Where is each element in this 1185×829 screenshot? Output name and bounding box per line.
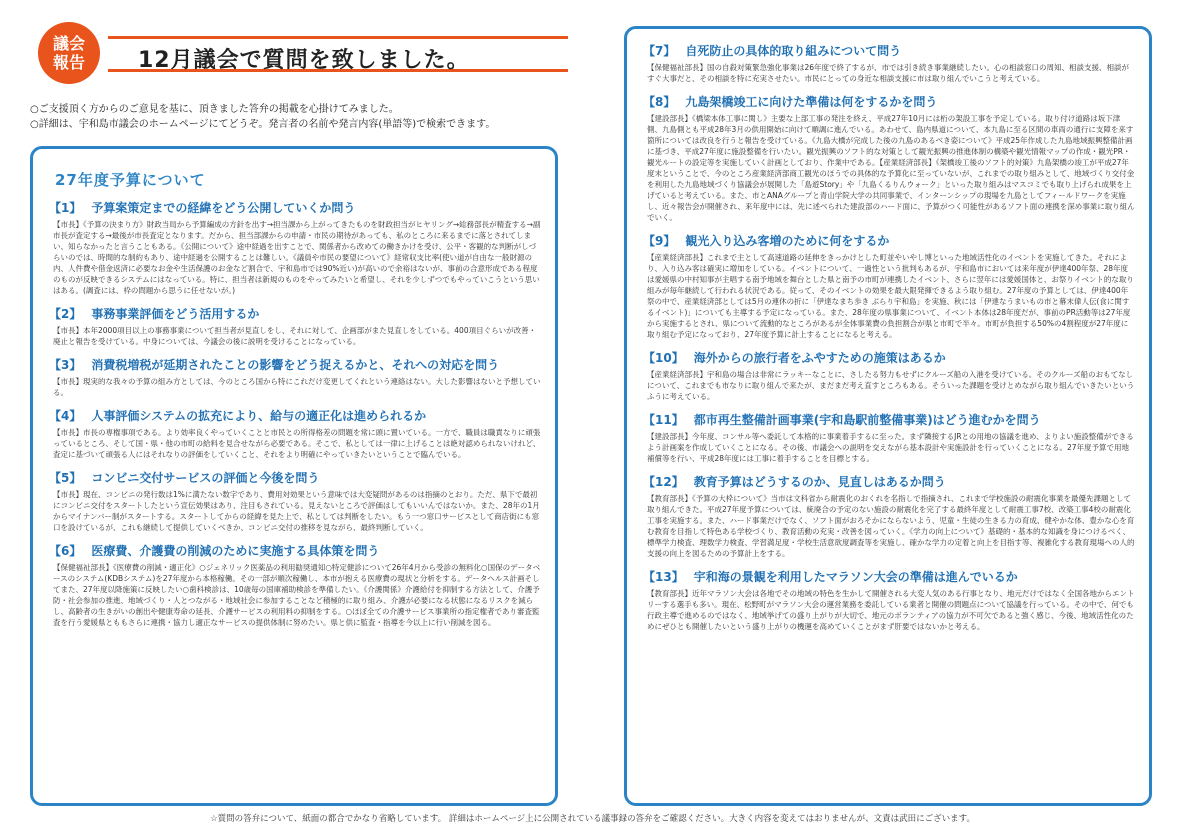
question-item xyxy=(643,94,1135,223)
answer-text: 【市長】現在、コンビニの発行数は1%に満たない数字であり、費用対効果という意味では大変疑問があるのは指摘のとおり。ただ、県下で最初にコンビニ交付をスタートしたという宣伝効果はあり、注目もされている。見えないところで評価はしてもいいんではないか。また、28年の1月からマイナンバー制がスタートする。スタートしてからの経緯を見た上で、私としては判断をしたい。もう一つ窓口サービスとして商店街にも窓口を設けているが、これも継続して提供していくべきか、コンビニ交付の推移を見ながら、最終判断していく。 xyxy=(53,490,540,532)
answer-text: 【教育部長】《予算の大枠について》当市は文科省から耐震化のおくれを名指しで指摘され、これまで学校施設の耐震化事業を最優先課題として取り組んできた。平成27年度予算については、統廃合の予定のない施設の耐震化を完了する最終年度として耐震工事7校、改築工事4校の耐震化工事を実施する。また、ハード事業だけでなく、ソフト面がおろそかにならないよう、児童・生徒の生きる力の育成、健やかな体、豊かな心を育む教育を目指して特色ある学校づくり、教育活動の充実・改善を図っていく。《学力の向上について》基礎的・基本的な知識を身につけるべく、標準学力検査、理数学力検査、学習満足度・学校生活意欲度調査等を実施し、確かな学力の定着と向上を目指す等、複雑化する教育現場への人的支援の向上を図るための予算計上をする。 xyxy=(647,494,1135,558)
question-heading xyxy=(643,43,1135,60)
question-item xyxy=(643,474,1135,559)
question-heading xyxy=(49,200,541,217)
question-item xyxy=(49,200,541,296)
section-title: 27年度予算について xyxy=(55,171,206,189)
question-number: 【8】 xyxy=(643,95,676,109)
answer-text: 【建設部長】《橋梁本体工事に関し》主要な上部工事の発注を終え、平成27年10月には桁の架設工事を予定している。取り付け道路は坂下津側、九島側とも平成28年3月の供用開始に向けて順調に進んでいる。あわせて、島内県道について、本九島に至る区間の車両の通行に支障を来す箇所については改良を行うと報告を受けている。《九島大橋が完成した後の九島のあるべき姿について》平成25年作成した九島地域振興整備計画に基づき、平成27年度に施設整備を行いたい。観光振興のソフト的な対策として観光振興の推進体制の構築や観光情報マップの作成・観光PR・観光ルートの設定等を実施していく計画としており、作業中である。【産業経済部長】《架橋竣工後のソフト的対策》九島架橋の竣工が平成27年度末ということで、今のところ産業経済部商工観光のほうでの具体的な予算化に至っていないが、これまでの取り組みとして、地域づくり交付金を利用した九島地域づくり協議会が展開した「島遊Story」や「九島くるりんウォーク」といった取り組みはマスコミでも取り上げられ成果を上げていると考えている。また、市とANAグループと青山学院大学の共同事業で、インターンシップの現場を九島としてフィールドワークを実施し、近々報告会が開催され、来年度中には、先に述べられた建設部のハード面に、予算がつく可能性があるソフト面の連携を深め事業に取り組んでいく。 xyxy=(647,114,1135,222)
report-badge: 議会 報告 xyxy=(38,22,100,84)
question-item xyxy=(49,306,541,347)
question-number: 【11】 xyxy=(643,413,684,427)
title-box xyxy=(108,36,568,72)
question-heading xyxy=(643,350,1135,367)
question-number: 【3】 xyxy=(49,358,82,372)
question-item xyxy=(643,43,1135,84)
question-heading xyxy=(643,233,1135,250)
question-title: 事務事業評価をどう活用するか xyxy=(91,307,260,321)
answer-text: 【市長】本年2000項目以上の事務事業について担当者が見直しをし、それに対して、企画部がまた見直しをしている。400項目ぐらいが改善・廃止と報告を受けている。中身については、今議会の後に説明を受けることになっている。 xyxy=(53,326,537,346)
question-title: 予算案策定までの経緯をどう公開していくか問う xyxy=(91,201,356,215)
left-panel xyxy=(30,146,558,806)
question-number: 【9】 xyxy=(643,234,676,248)
question-title: 医療費、介護費の削減のために実施する具体策を問う xyxy=(91,544,380,558)
answer-text: 【教育部長】近年マラソン大会は各地でその地域の特色を生かして開催される大変人気のある行事となり、地元だけではなく全国各地からエントリーする選手も多い。現在、松野町がマラソン大会の運営業務を委託している業者と開催の問題点について協議を行っている。その中で、何でも行政主導で進めるのではなく、地域挙げての盛り上がりが大切で、地元のボランティアの協力が不可欠であると強く感じ、今後、地域活性化のためにぜひとも開催したいという盛り上がりの機運を高めていくことがまず肝要ではないかと考える。 xyxy=(647,589,1135,631)
question-number: 【2】 xyxy=(49,307,82,321)
header xyxy=(38,22,558,82)
question-heading xyxy=(49,306,541,323)
question-title: 九島架橋竣工に向けた準備は何をするかを問う xyxy=(685,95,938,109)
answer-text: 【建設部長】今年度、コンサル等へ委託して本格的に事業着手するに至った。まず隣接するJRとの用地の協議を進め、よりよい施設整備ができるよう計画案を作成していくことになる。その後、市議会への説明を交えながら基本設計や実施設計を行っていくことになる。27年度予算で用地補償等を行い、平成28年度には工事に着手することを目標とする。 xyxy=(647,432,1134,463)
question-number: 【6】 xyxy=(49,544,82,558)
answer-text: 【保健福祉部長】《医療費の削減・適正化》○ジェネリック医薬品の利用勧奨通知○特定健診について26年4月から受診の無料化○国保のデータベースのシステム(KDBシステム)を27年度から本格稼働。その一部が順次稼働し、本市が抱える医療費の現状と分析をする。データヘルス計画そしてまた、27年度以降施策に反映したい○歯科検診は、10歳毎の国庫補助検診を準備したい。《介護関係》介護給付を抑制する方法として、介護予防・社会参加の推進、地域づくり・人とつながる・地域社会に参加することなど積極的に取り組み、介護が必要になる状態になるリスクを減らし、高齢者の生きがいの創出や健康寿命の延長、介護サービスの利用料の抑制をする。○ほぼ全ての介護サービス事業所の指定権者であり審査監査を行う愛媛県とももさらに連携・協力し適正なサービスの提供体制に努めたい。県と供に監査・指導を今以上に行い削減を図る。 xyxy=(53,563,541,627)
question-heading xyxy=(49,357,541,374)
question-number: 【7】 xyxy=(643,44,676,58)
answer-text: 【市長】現実的な我々の予算の組み方としては、今のところ国から特にこれだけ変更してくれという連絡はない。大した影響はないと予想している。 xyxy=(53,377,541,397)
question-number: 【5】 xyxy=(49,471,82,485)
footer-note: ☆質問の答弁について、紙面の都合でかなり省略しています。 詳細はホームページ上に公開されている議事録の答弁をご確認ください。大きく内容を変えてはおりませんが、文責は武田にございます。 xyxy=(210,814,975,824)
question-title: 人事評価システムの拡充により、給与の適正化は進められるか xyxy=(91,409,427,423)
question-heading xyxy=(49,543,541,560)
intro xyxy=(30,102,570,132)
answer-text: 【産業経済部長】これまで主として高速道路の延伸をきっかけとした町並やいやし博といった地域活性化のイベントを実施してきた。それにより、入り込み客は確実に増加をしている。イベントについて、一過性という批判もあるが、宇和島市においては来年度が伊達400年祭、28年度は愛媛県の中村知事が主唱する南予地域を舞台とした県と南予の市町が連携したイベント、さらに翌年には愛媛国体と、お祭りイベント的な取り組みが毎年継続して行われる状況である。従って、そのイベントの効果を最大限発揮できるよう取り組む。27年度の予算としては、伊達400年祭の中で、産業経済部としては5月の連休の折に「伊達なまち歩き ぶらり宇和島」を実施、秋には「伊達なうまいもの市と幕末偉人伝(食に関するイベント)」についても主導する予定になっている。また、28年度の県事業について、イベント本体は28年度だが、事前のPR活動等は27年度から実施するとされ、県について流動的なところがあるが全体事業費の負担割合が県と市町で半々。市町が負担する50%の4割程度が27年度に取り組む予定になっており、27年度予算に計上することになると考える。 xyxy=(647,253,1134,339)
right-question-list xyxy=(627,43,1149,632)
question-item xyxy=(643,350,1135,402)
question-title: 宇和海の景観を利用したマラソン大会の準備は進んでいるか xyxy=(693,570,1018,584)
answer-text: 【市長】市長の専権事項である。より効率良くやっていくことと市民との所得格差の問題を常に頭に置いている。一方で、職員は職責なりに頑張っているところ、そして国・県・他の市町の給料を見合せながら必要である。そこで、私としては一律に上げることは絶対認められないけれど、査定に基づいて頑張る人にはそれなりの評価をしていくこと、それをより明確にやっていきたいということで臨んでいる。 xyxy=(53,428,541,459)
question-title: 消費税増税が延期されたことの影響をどう捉えるかと、それへの対応を問う xyxy=(91,358,500,372)
question-heading xyxy=(643,94,1135,111)
question-item xyxy=(643,412,1135,464)
question-number: 【4】 xyxy=(49,409,82,423)
question-heading xyxy=(49,408,541,425)
question-number: 【12】 xyxy=(643,475,684,489)
question-title: 観光入り込み客増のために何をするか xyxy=(685,234,890,248)
question-title: 自死防止の具体的取り組みについて問う xyxy=(685,44,902,58)
answer-text: 【市長】《予算の決まり方》財政当局から予算編成の方針を出す→担当課から上がってきたものを財政担当がヒヤリング→総務部長が精査する→副市長が査定する→最後が市長査定となります。だから、担当部課からの申請・市民の期待があっても、私のところに来るまでに落とされてしまい、知らなかったと言うこともある。《公開について》途中経過を出すことで、関係者から改めての働きかけを受け、公平・客観的な判断がしづらいのでは、時間的な制約もあり、途中経過を公開することは難しい。《議員や市民の要望について》経常収支比率(使い道が自由な一般財源の内、人件費や借金返済に必要なお金や生活保護のお金など割合で、宇和島市では90%近い)が高いので余裕はないが、事前の合意形成である程度のものが反映できるシステムにはなっている。特に、担当者は新規のものをやってみたいと希望し、それを少しずつでもやっていこうという思いはある。(調査には、枠の問題から思うに任せないが。) xyxy=(53,220,541,295)
question-item xyxy=(643,569,1135,632)
question-title: 海外からの旅行者をふやすための施策はあるか xyxy=(693,351,946,365)
question-title: 都市再生整備計画事業(宇和島駅前整備事業)はどう進むかを問う xyxy=(693,413,1041,427)
question-item xyxy=(643,233,1135,340)
question-heading xyxy=(643,412,1135,429)
answer-text: 【産業経済部長】宇和島の場合は非常にラッキーなことに、さしたる努力もせずにクルーズ船の入港を受けている。そのクルーズ船のおもてなしについて、これまでも市なりに取り組んで来たが、まだまだ考え直すところもある。そういった課題を受けとめながら取り組んでいきたいというふうに考えている。 xyxy=(647,370,1135,401)
question-heading xyxy=(643,569,1135,586)
question-number: 【1】 xyxy=(49,201,82,215)
question-number: 【13】 xyxy=(643,570,684,584)
left-question-list xyxy=(33,200,555,628)
question-item xyxy=(49,408,541,460)
question-heading xyxy=(49,470,541,487)
answer-text: 【保健福祉部長】国の自殺対策緊急強化事業は26年度で終了するが、市では引き続き事業継続したい。心の相談窓口の周知、相談支援、相談がすぐ大事だと、その相談を特に充実させたい。市民にとっての身近な相談支援に市は取り組んでいこうと考えている。 xyxy=(647,63,1130,83)
question-item xyxy=(49,543,541,628)
question-heading xyxy=(643,474,1135,491)
question-number: 【10】 xyxy=(643,351,684,365)
intro-line-2: ○詳細は、宇和島市議会のホームページにてどうぞ。発言者の名前や発言内容(単語等)で検索できます。 xyxy=(30,119,496,130)
question-item xyxy=(49,357,541,398)
right-panel xyxy=(624,26,1152,806)
intro-line-1: ○ご支援頂く方からのご意見を基に、頂きました答弁の掲載を心掛けてみました。 xyxy=(30,104,399,115)
question-title: 教育予算はどうするのか、見直しはあるか問う xyxy=(693,475,946,489)
page-title: 12月議会で質問を致しました。 xyxy=(138,48,470,73)
question-title: コンビニ交付サービスの評価と今後を問う xyxy=(91,471,320,485)
question-item xyxy=(49,470,541,533)
